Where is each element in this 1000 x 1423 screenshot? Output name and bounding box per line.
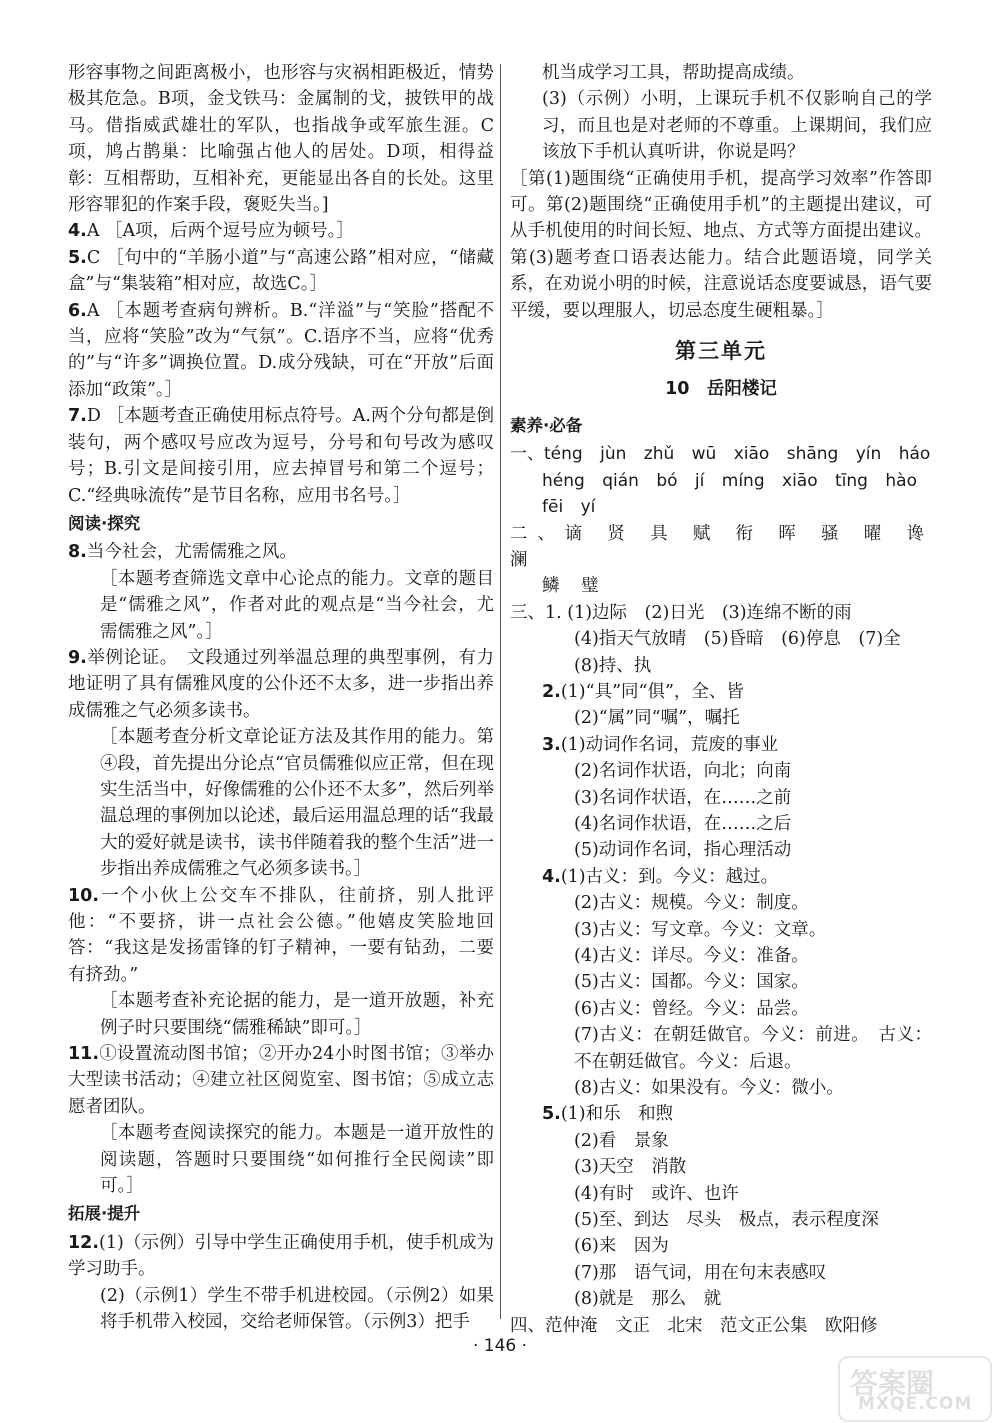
word-meaning-1: 三、1. (1)边际 (2)日光 (3)连绵不断的雨 (510, 602, 852, 623)
answer-text: (1)（示例）引导中学生正确使用手机，使手机成为学习助手。 (68, 1232, 494, 1280)
item-5-sub: (5)至、到达 尽头 极点，表示程度深 (574, 1210, 879, 1231)
question-number: 5. (68, 247, 87, 268)
answer-4 (68, 218, 494, 244)
answer-continued: 形容事物之间距离极小，也形容与灾祸相距极近，情势极其危急。B项，金戈铁马：金属制的戈，披铁甲的战马。借指威武雄壮的军队，也指战争或军旅生涯。C项，鸠占鹊巢：比喻强占他人的居处。D项，相得益彰：互相帮助，互相补充，更能显出各自的长处。这里形容罪犯的作案手段，褒贬失当。] (68, 63, 494, 216)
left-column (68, 60, 494, 1336)
answer-11 (68, 1041, 494, 1120)
answer-text: A ［A项，后两个逗号应为顿号。］ (86, 221, 354, 242)
watermark-text: 答案圈 (850, 1367, 935, 1400)
item-5 (510, 1101, 932, 1127)
answer-8-note: ［本题考查筛选文章中心论点的能力。文章的题目是“儒雅之风”，作者对此的观点是“当今社会，尤需儒雅之风”。］ (100, 568, 494, 642)
item-number: 4. (542, 866, 561, 887)
column-divider (500, 64, 501, 1319)
answer-5 (68, 245, 494, 298)
item-3 (510, 732, 932, 758)
item-4-sub: (8)古义：如果没有。今义：微小。 (574, 1078, 844, 1099)
item-5-sub: (8)就是 那么 就 (574, 1289, 722, 1310)
pinyin-line: fēi yí (542, 497, 596, 518)
item-text: (1)“具”同“俱”，全、皆 (560, 681, 744, 702)
item-4-sub: (2)古义：规模。今义：制度。 (574, 893, 809, 914)
item-number: 5. (542, 1104, 561, 1125)
item-3-sub: (5)动词作名词，指心理活动 (574, 840, 792, 861)
item-4-sub: (5)古义：国都。今义：国家。 (574, 972, 809, 993)
item-text: (1)古义：到。今义：越过。 (560, 866, 779, 887)
section-heading-basic: 素养·必备 (510, 415, 583, 435)
section-heading-read: 阅读·探究 (68, 513, 141, 533)
characters-line: 二、谪 贤 具 赋 衔 晖 骚 曜 谗 澜 (510, 523, 932, 570)
item-2-sub: (2)“属”同“嘱”，嘱托 (574, 708, 740, 729)
pinyin-line: héng qián bó jí míng xiāo tīng hào (542, 470, 917, 491)
answer-12-part2: (2)（示例1）学生不带手机进校园。（示例2）如果将手机带入校园，交给老师保管。（示例3）把手 (100, 1285, 494, 1333)
answer-text: 一个小伙上公交车不排队，往前挤，别人批评他：“不要挤，讲一点社会公德。”他嬉皮笑脸地回答：“我这是发扬雷锋的钉子精神，一要有钻劲，二要有挤劲。” (68, 885, 494, 985)
answer-text: ①设置流动图书馆；②开办24小时图书馆；③举办大型读书活动；④建立社区阅览室、图书馆；⑤成立志愿者团队。 (68, 1044, 494, 1117)
item-5-sub: (3)天空 消散 (574, 1157, 687, 1178)
answer-12-note: ［第(1)题围绕“正确使用手机，提高学习效率”作答即可。第(2)题围绕“正确使用手机”的主题提出建议，可从手机使用的时间长短、地点、方式等方面提出建议。第(3)题考查口语表达能力。结合此题语境，同学关系，在劝说小明的时候，注意说话态度要诚恳，语气要平缓，要以理服人，切忌态度生硬粗暴。］ (510, 168, 932, 321)
unit-title: 第三单元 (675, 339, 767, 364)
word-meaning-1-cont: (8)持、执 (574, 655, 652, 676)
answer-11-note: ［本题考查阅读探究的能力。本题是一道开放性的阅读题，答题时只要围绕“如何推行全民阅读”即可。］ (100, 1123, 494, 1197)
answer-text: A ［本题考查病句辨析。B.“洋溢”与“笑脸”搭配不当，应将“笑脸”改为“气氛”。C.语序不当，应将“优秀的”与“许多”调换位置。D.成分残缺，可在“开放”后面添加“政策”。］ (68, 300, 494, 400)
item-2 (510, 679, 932, 705)
item-4-sub: (7)古义：在朝廷做官。今义：前进。 古义：不在朝廷做官。今义：后退。 (574, 1025, 932, 1072)
answer-10-note: ［本题考查补充论据的能力，是一道开放题，补充例子时只要围绕“儒雅稀缺”即可。］ (100, 991, 494, 1038)
answer-9 (68, 645, 494, 724)
answer-10 (68, 883, 494, 989)
question-number: 9. (68, 647, 87, 668)
lesson-title: 10 岳阳楼记 (665, 379, 777, 400)
answer-text: D ［本题考查正确使用标点符号。A.两个分句都是倒装句，两个感叹号应改为逗号，分号和句号改为感叹号；B.引文是间接引用，应去掉冒号和第二个逗号；C.“经典咏流传”是节目名称，应用书名号。］ (68, 406, 494, 506)
item-4-sub: (4)古义：详尽。今义：准备。 (574, 946, 809, 966)
item-text: (1)动词作名词，荒废的事业 (560, 734, 779, 755)
item-5-sub: (4)有时 或许、也许 (574, 1183, 739, 1204)
item-3-sub: (2)名词作状语，向北；向南 (574, 761, 792, 782)
question-number: 4. (68, 221, 87, 242)
item-text: (1)和乐 和煦 (560, 1104, 674, 1125)
answer-8 (68, 539, 494, 565)
answer-text: 举例论证。 文段通过列举温总理的典型事例，有力地证明了具有儒雅风度的公仆还不太多，进一步指出养成儒雅之气必须多读书。 (68, 647, 494, 721)
item-4 (510, 864, 932, 890)
characters-line: 鳞 璧 (542, 576, 607, 597)
page-number: · 146 · (472, 1336, 528, 1356)
watermark-logo (838, 1356, 992, 1422)
answer-12-part3: (3)（示例）小明，上课玩手机不仅影响自己的学习，而且也是对老师的不尊重。上课期间，我们应该放下手机认真听讲，你说是吗？ (542, 89, 932, 163)
item-3-sub: (3)名词作状语，在……之前 (574, 787, 792, 808)
answer-12 (68, 1230, 494, 1283)
question-number: 10. (68, 885, 100, 906)
question-number: 8. (68, 542, 87, 563)
question-number: 7. (68, 406, 87, 427)
item-number: 2. (542, 681, 561, 702)
pinyin-line: 一、téng jùn zhǔ wū xiāo shāng yín háo (510, 444, 931, 465)
section-heading-extend: 拓展·提升 (68, 1204, 141, 1224)
answer-9-note: ［本题考查分析文章论证方法及其作用的能力。第④段，首先提出分论点“官员儒雅似应正常，但在现实生活当中，好像儒雅的公仆还不太多”，然后列举温总理的事例加以论述，最后运用温总理的话“我最大的爱好就是读书，读书伴随着我的整个生活”进一步指出养成儒雅之气必须多读书。］ (100, 727, 494, 880)
question-number: 12. (68, 1232, 100, 1253)
answer-7 (68, 403, 494, 509)
watermark-url: MXQE.COM (858, 1394, 973, 1414)
question-number: 6. (68, 300, 87, 321)
item-3-sub: (4)名词作状语，在……之后 (574, 813, 792, 834)
answer-12-continued: 机当成学习工具，帮助提高成绩。 (542, 63, 805, 83)
word-meaning-1-cont: (4)指天气放晴 (5)昏暗 (6)停息 (7)全 (574, 629, 901, 650)
section-four-answer: 四、范仲淹 文正 北宋 范文正公集 欧阳修 (510, 1315, 878, 1336)
question-number: 11. (68, 1044, 100, 1065)
answer-text: C ［句中的“羊肠小道”与“高速公路”相对应，“储藏盒”与“集装箱”相对应，故选C。］ (68, 247, 494, 295)
answer-6 (68, 298, 494, 404)
item-5-sub: (2)看 景象 (574, 1130, 669, 1151)
item-4-sub: (6)古义：曾经。今义：品尝。 (574, 998, 809, 1019)
item-4-sub: (3)古义：写文章。今义：文章。 (574, 919, 827, 940)
answer-text: 当今社会，尤需儒雅之风。 (86, 542, 297, 563)
item-5-sub: (7)那 语气词，用在句末表感叹 (574, 1262, 827, 1283)
item-5-sub: (6)来 因为 (574, 1236, 669, 1257)
right-column (510, 60, 932, 1339)
item-number: 3. (542, 734, 561, 755)
